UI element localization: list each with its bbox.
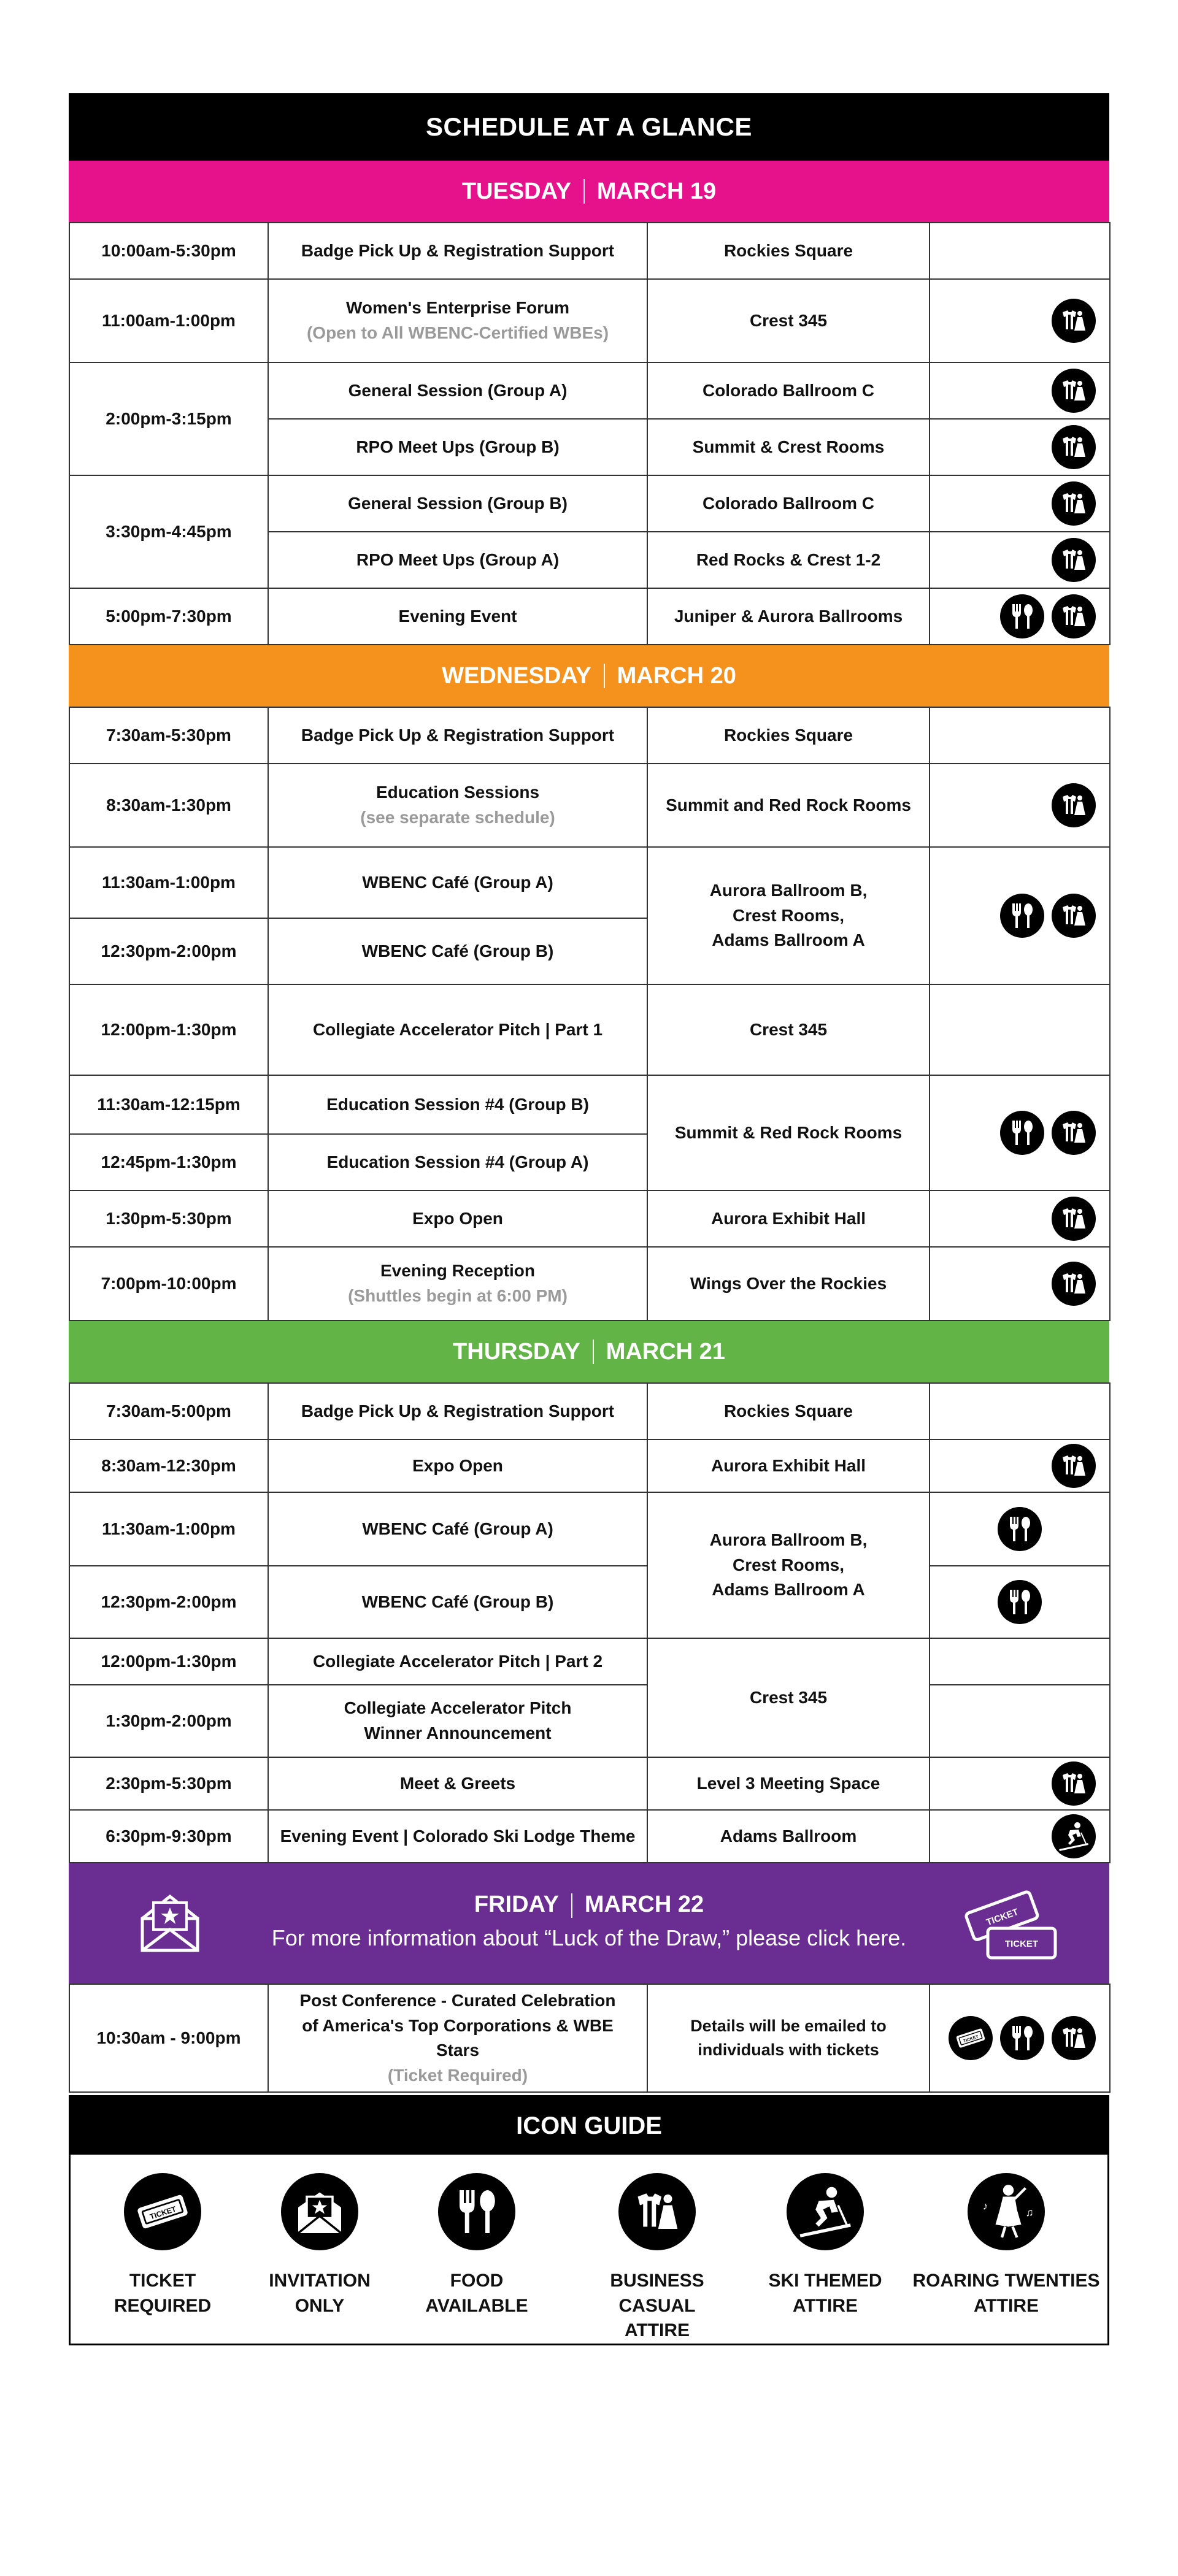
table-row xyxy=(69,588,1110,645)
guide-item-ski xyxy=(739,2173,911,2318)
location-cell: Juniper & Aurora Ballrooms xyxy=(647,588,930,645)
tuesday-table xyxy=(69,222,1111,645)
table-row xyxy=(69,1638,1110,1685)
food-icon xyxy=(1000,1111,1044,1155)
event-cell: Collegiate Accelerator Pitch | Part 1 xyxy=(268,984,647,1075)
table-row xyxy=(69,764,1110,847)
invitation-icon xyxy=(281,2173,358,2250)
ski-icon xyxy=(787,2173,864,2250)
location-cell: Crest 345 xyxy=(647,1638,930,1757)
location-cell: Aurora Ballroom B, Crest Rooms, Adams Ballroom A xyxy=(647,1492,930,1638)
schedule xyxy=(69,93,1109,2093)
guide-label: ATTIRE xyxy=(792,2295,858,2316)
wednesday-table xyxy=(69,707,1111,1321)
event-title: Education Sessions xyxy=(375,783,540,802)
time-cell: 12:00pm-1:30pm xyxy=(69,1638,268,1685)
event-cell: WBENC Café (Group B) xyxy=(268,918,647,984)
friday-table xyxy=(69,1984,1111,2093)
time-cell: 12:30pm-2:00pm xyxy=(69,918,268,984)
event-cell: Collegiate Accelerator Pitch | Part 2 xyxy=(268,1638,647,1685)
business-casual-icon xyxy=(1052,894,1096,938)
table-row xyxy=(69,279,1110,362)
tickets-icon xyxy=(956,1885,1060,1965)
table-row xyxy=(69,1383,1110,1439)
event-cell: Education Session #4 (Group B) xyxy=(268,1075,647,1134)
time-cell: 12:00pm-1:30pm xyxy=(69,984,268,1075)
icons-cell xyxy=(930,1757,1110,1810)
ticket-icon xyxy=(124,2173,201,2250)
day-header-wednesday xyxy=(69,645,1109,707)
icons-cell xyxy=(930,419,1110,475)
location-cell: Summit & Red Rock Rooms xyxy=(647,1075,930,1190)
time-cell: 12:30pm-2:00pm xyxy=(69,1566,268,1638)
business-casual-icon xyxy=(1052,1761,1096,1806)
table-row xyxy=(69,1492,1110,1566)
time-cell: 11:30am-12:15pm xyxy=(69,1075,268,1134)
day-date: MARCH 20 xyxy=(617,662,736,689)
time-cell: 6:30pm-9:30pm xyxy=(69,1810,268,1863)
event-cell xyxy=(268,1247,647,1321)
guide-label: ATTIRE xyxy=(624,2320,690,2340)
guide-label: ROARING TWENTIES xyxy=(912,2271,1100,2291)
location-cell: Rockies Square xyxy=(647,223,930,279)
location-cell: Rockies Square xyxy=(647,707,930,764)
guide-label: SKI THEMED xyxy=(768,2271,882,2291)
event-title: Post Conference - Curated Celebration of America's Top Corporations & WBE Stars xyxy=(299,1991,616,2060)
location-cell: Level 3 Meeting Space xyxy=(647,1757,930,1810)
guide-label: AVAILABLE xyxy=(425,2295,528,2316)
time-cell: 2:00pm-3:15pm xyxy=(69,362,268,475)
location-cell: Colorado Ballroom C xyxy=(647,475,930,532)
event-cell: Collegiate Accelerator Pitch Winner Announcement xyxy=(268,1685,647,1757)
ticket-icon xyxy=(949,2016,993,2060)
day-name: WEDNESDAY xyxy=(442,662,591,689)
icons-cell xyxy=(930,1492,1110,1566)
day-date: MARCH 19 xyxy=(596,178,717,204)
icons-cell xyxy=(930,1638,1110,1685)
thursday-table xyxy=(69,1382,1111,1863)
guide-item-business-casual xyxy=(571,2173,743,2344)
location-cell: Aurora Ballroom B, Crest Rooms, Adams Ballroom A xyxy=(647,847,930,984)
table-row xyxy=(69,1190,1110,1247)
time-cell: 3:30pm-4:45pm xyxy=(69,475,268,588)
event-cell: Evening Event | Colorado Ski Lodge Theme xyxy=(268,1810,647,1863)
day-header-tuesday xyxy=(69,161,1109,222)
icons-cell xyxy=(930,1439,1110,1492)
location-cell: Aurora Exhibit Hall xyxy=(647,1439,930,1492)
event-cell: Badge Pick Up & Registration Support xyxy=(268,1383,647,1439)
icons-cell xyxy=(930,1190,1110,1247)
day-name: TUESDAY xyxy=(461,178,571,204)
icons-cell xyxy=(930,362,1110,419)
icons-cell xyxy=(930,1075,1110,1190)
event-cell xyxy=(268,279,647,362)
time-cell: 11:30am-1:00pm xyxy=(69,1492,268,1566)
table-row xyxy=(69,707,1110,764)
table-row xyxy=(69,1439,1110,1492)
location-cell: Wings Over the Rockies xyxy=(647,1247,930,1321)
guide-item-roaring-twenties xyxy=(908,2173,1104,2318)
food-icon xyxy=(1000,894,1044,938)
food-icon xyxy=(438,2173,515,2250)
table-row xyxy=(69,1685,1110,1757)
table-row xyxy=(69,475,1110,532)
guide-label: ATTIRE xyxy=(973,2295,1039,2316)
event-cell: Badge Pick Up & Registration Support xyxy=(268,223,647,279)
business-casual-icon xyxy=(1052,2016,1096,2060)
location-cell: Summit & Crest Rooms xyxy=(647,419,930,475)
location-cell: Red Rocks & Crest 1-2 xyxy=(647,532,930,588)
day-date: MARCH 22 xyxy=(584,1892,704,1917)
guide-label: BUSINESS CASUAL xyxy=(610,2271,704,2316)
event-note: (see separate schedule) xyxy=(360,808,555,827)
guide-label: REQUIRED xyxy=(114,2295,212,2316)
table-row xyxy=(69,1566,1110,1638)
event-title: Evening Reception xyxy=(380,1261,536,1281)
table-row xyxy=(69,1075,1110,1134)
guide-label: INVITATION xyxy=(269,2271,371,2291)
table-row xyxy=(69,1247,1110,1321)
svg-text:TICKET: TICKET xyxy=(1004,1939,1039,1949)
location-cell: Details will be emailed to individuals with tickets xyxy=(647,1984,930,2092)
time-cell: 1:30pm-2:00pm xyxy=(69,1685,268,1757)
business-casual-icon xyxy=(1052,425,1096,469)
time-cell: 1:30pm-5:30pm xyxy=(69,1190,268,1247)
time-cell: 8:30am-12:30pm xyxy=(69,1439,268,1492)
guide-label: TICKET xyxy=(129,2271,196,2291)
event-cell: WBENC Café (Group B) xyxy=(268,1566,647,1638)
table-row xyxy=(69,223,1110,279)
icons-cell xyxy=(930,984,1110,1075)
business-casual-icon xyxy=(1052,1262,1096,1306)
icons-cell xyxy=(930,707,1110,764)
day-header-friday xyxy=(69,1863,1109,1984)
invitation-icon xyxy=(136,1889,204,1957)
event-note: (Shuttles begin at 6:00 PM) xyxy=(348,1286,568,1305)
event-cell xyxy=(268,1984,647,2092)
day-header-thursday xyxy=(69,1321,1109,1382)
icons-cell xyxy=(930,588,1110,645)
icons-cell xyxy=(930,223,1110,279)
event-cell: Meet & Greets xyxy=(268,1757,647,1810)
icons-cell xyxy=(930,1810,1110,1863)
ski-icon xyxy=(1052,1814,1096,1858)
time-cell: 11:00am-1:00pm xyxy=(69,279,268,362)
business-casual-icon xyxy=(618,2173,696,2250)
guide-item-invitation xyxy=(234,2173,406,2318)
schedule-title: SCHEDULE AT A GLANCE xyxy=(69,93,1109,161)
day-name: FRIDAY xyxy=(474,1892,559,1917)
svg-text:TICKET: TICKET xyxy=(985,1906,1020,1928)
food-icon xyxy=(1000,2016,1044,2060)
business-casual-icon xyxy=(1052,481,1096,526)
business-casual-icon xyxy=(1052,1444,1096,1488)
event-cell: Evening Event xyxy=(268,588,647,645)
icons-cell xyxy=(930,764,1110,847)
location-cell: Rockies Square xyxy=(647,1383,930,1439)
icons-cell xyxy=(930,1685,1110,1757)
guide-label: FOOD xyxy=(450,2271,504,2291)
food-icon xyxy=(1000,594,1044,638)
event-cell: Expo Open xyxy=(268,1190,647,1247)
location-cell: Aurora Exhibit Hall xyxy=(647,1190,930,1247)
day-date: MARCH 21 xyxy=(606,1338,725,1365)
luck-of-the-draw-link[interactable]: For more information about “Luck of the Draw,” please click here. xyxy=(271,1925,907,1950)
event-cell: RPO Meet Ups (Group A) xyxy=(268,532,647,588)
business-casual-icon xyxy=(1052,1197,1096,1241)
event-title: Women's Enterprise Forum xyxy=(346,298,569,318)
time-cell: 11:30am-1:00pm xyxy=(69,847,268,918)
table-row xyxy=(69,984,1110,1075)
icons-cell xyxy=(930,1247,1110,1321)
time-cell: 2:30pm-5:30pm xyxy=(69,1757,268,1810)
table-row xyxy=(69,1810,1110,1863)
time-cell: 8:30am-1:30pm xyxy=(69,764,268,847)
food-icon xyxy=(998,1580,1042,1624)
event-cell: General Session (Group A) xyxy=(268,362,647,419)
icon-guide xyxy=(69,2095,1109,2345)
time-cell: 7:30am-5:30pm xyxy=(69,707,268,764)
business-casual-icon xyxy=(1052,299,1096,343)
location-cell: Colorado Ballroom C xyxy=(647,362,930,419)
business-casual-icon xyxy=(1052,783,1096,827)
time-cell: 7:30am-5:00pm xyxy=(69,1383,268,1439)
roaring-twenties-icon xyxy=(968,2173,1045,2250)
icons-cell xyxy=(930,847,1110,984)
time-cell: 5:00pm-7:30pm xyxy=(69,588,268,645)
time-cell: 12:45pm-1:30pm xyxy=(69,1134,268,1190)
food-icon xyxy=(998,1507,1042,1551)
event-cell: General Session (Group B) xyxy=(268,475,647,532)
time-cell: 10:30am - 9:00pm xyxy=(69,1984,268,2092)
icons-cell xyxy=(930,279,1110,362)
icons-cell xyxy=(930,1566,1110,1638)
guide-item-food xyxy=(391,2173,563,2318)
business-casual-icon xyxy=(1052,594,1096,638)
business-casual-icon xyxy=(1052,369,1096,413)
event-cell xyxy=(268,764,647,847)
event-cell: Badge Pick Up & Registration Support xyxy=(268,707,647,764)
location-cell: Crest 345 xyxy=(647,984,930,1075)
guide-item-ticket xyxy=(77,2173,248,2318)
event-cell: Education Session #4 (Group A) xyxy=(268,1134,647,1190)
time-cell: 7:00pm-10:00pm xyxy=(69,1247,268,1321)
icon-guide-title: ICON GUIDE xyxy=(71,2097,1107,2155)
icons-cell xyxy=(930,1383,1110,1439)
guide-label: ONLY xyxy=(294,2295,345,2316)
table-row xyxy=(69,1984,1110,2092)
business-casual-icon xyxy=(1052,1111,1096,1155)
business-casual-icon xyxy=(1052,538,1096,582)
event-note: (Open to All WBENC-Certified WBEs) xyxy=(306,323,609,342)
table-row xyxy=(69,847,1110,918)
event-note: (Ticket Required) xyxy=(387,2065,528,2085)
event-cell: WBENC Café (Group A) xyxy=(268,1492,647,1566)
icon-guide-items xyxy=(71,2155,1107,2339)
icons-cell xyxy=(930,1984,1110,2092)
event-cell: WBENC Café (Group A) xyxy=(268,847,647,918)
event-cell: RPO Meet Ups (Group B) xyxy=(268,419,647,475)
table-row xyxy=(69,362,1110,419)
time-cell: 10:00am-5:30pm xyxy=(69,223,268,279)
location-cell: Crest 345 xyxy=(647,279,930,362)
icons-cell xyxy=(930,532,1110,588)
day-name: THURSDAY xyxy=(453,1338,580,1365)
event-cell: Expo Open xyxy=(268,1439,647,1492)
location-cell: Adams Ballroom xyxy=(647,1810,930,1863)
location-cell: Summit and Red Rock Rooms xyxy=(647,764,930,847)
icons-cell xyxy=(930,475,1110,532)
table-row xyxy=(69,1757,1110,1810)
